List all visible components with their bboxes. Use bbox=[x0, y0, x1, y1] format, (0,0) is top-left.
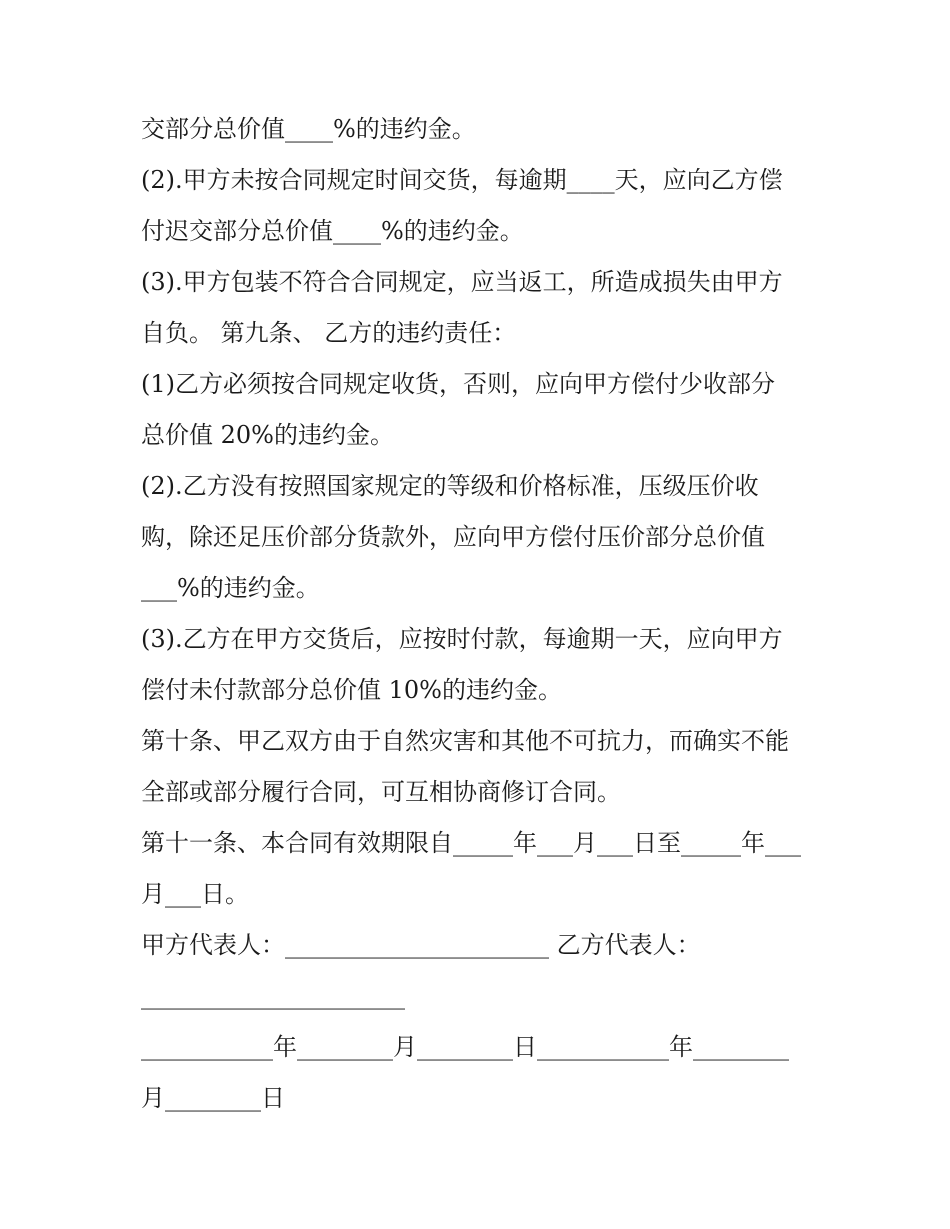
text-line: (2).甲方未按合同规定时间交货，每逾期____天，应向乙方偿 bbox=[141, 166, 783, 194]
text-line: 偿付未付款部分总价值 10%的违约金。 bbox=[141, 676, 562, 704]
signature-line: 甲方代表人：______________________ 乙方代表人： bbox=[141, 931, 701, 959]
text-line: ___%的违约金。 bbox=[141, 574, 320, 602]
text-line: 付迟交部分总价值____%的违约金。 bbox=[141, 217, 524, 245]
text-line: 总价值 20%的违约金。 bbox=[141, 421, 394, 449]
text-line: (3).甲方包装不符合合同规定，应当返工，所造成损失由甲方 bbox=[141, 268, 783, 296]
text-line: 第十条、甲乙双方由于自然灾害和其他不可抗力，而确实不能 bbox=[141, 727, 789, 755]
text-line: 第十一条、本合同有效期限自_____年___月___日至_____年___ bbox=[141, 829, 801, 857]
text-line: (1)乙方必须按合同规定收货，否则，应向甲方偿付少收部分 bbox=[141, 370, 775, 398]
text-line: 全部或部分履行合同，可互相协商修订合同。 bbox=[141, 778, 621, 806]
text-line: 购，除还足压价部分货款外，应向甲方偿付压价部分总价值 bbox=[141, 523, 765, 551]
text-line: (2).乙方没有按照国家规定的等级和价格标准，压级压价收 bbox=[141, 472, 759, 500]
date-line: 月________日 bbox=[141, 1084, 285, 1112]
text-line: (3).乙方在甲方交货后，应按时付款，每逾期一天，应向甲方 bbox=[141, 625, 783, 653]
text-line: 月___日。 bbox=[141, 880, 249, 908]
signature-line: ______________________ bbox=[141, 982, 405, 1010]
text-line: 自负。 第九条、 乙方的违约责任： bbox=[141, 319, 517, 347]
date-line: ___________年________月________日___________年________ bbox=[141, 1033, 789, 1061]
contract-text bbox=[141, 104, 841, 1124]
text-line: 交部分总价值____%的违约金。 bbox=[141, 115, 476, 143]
